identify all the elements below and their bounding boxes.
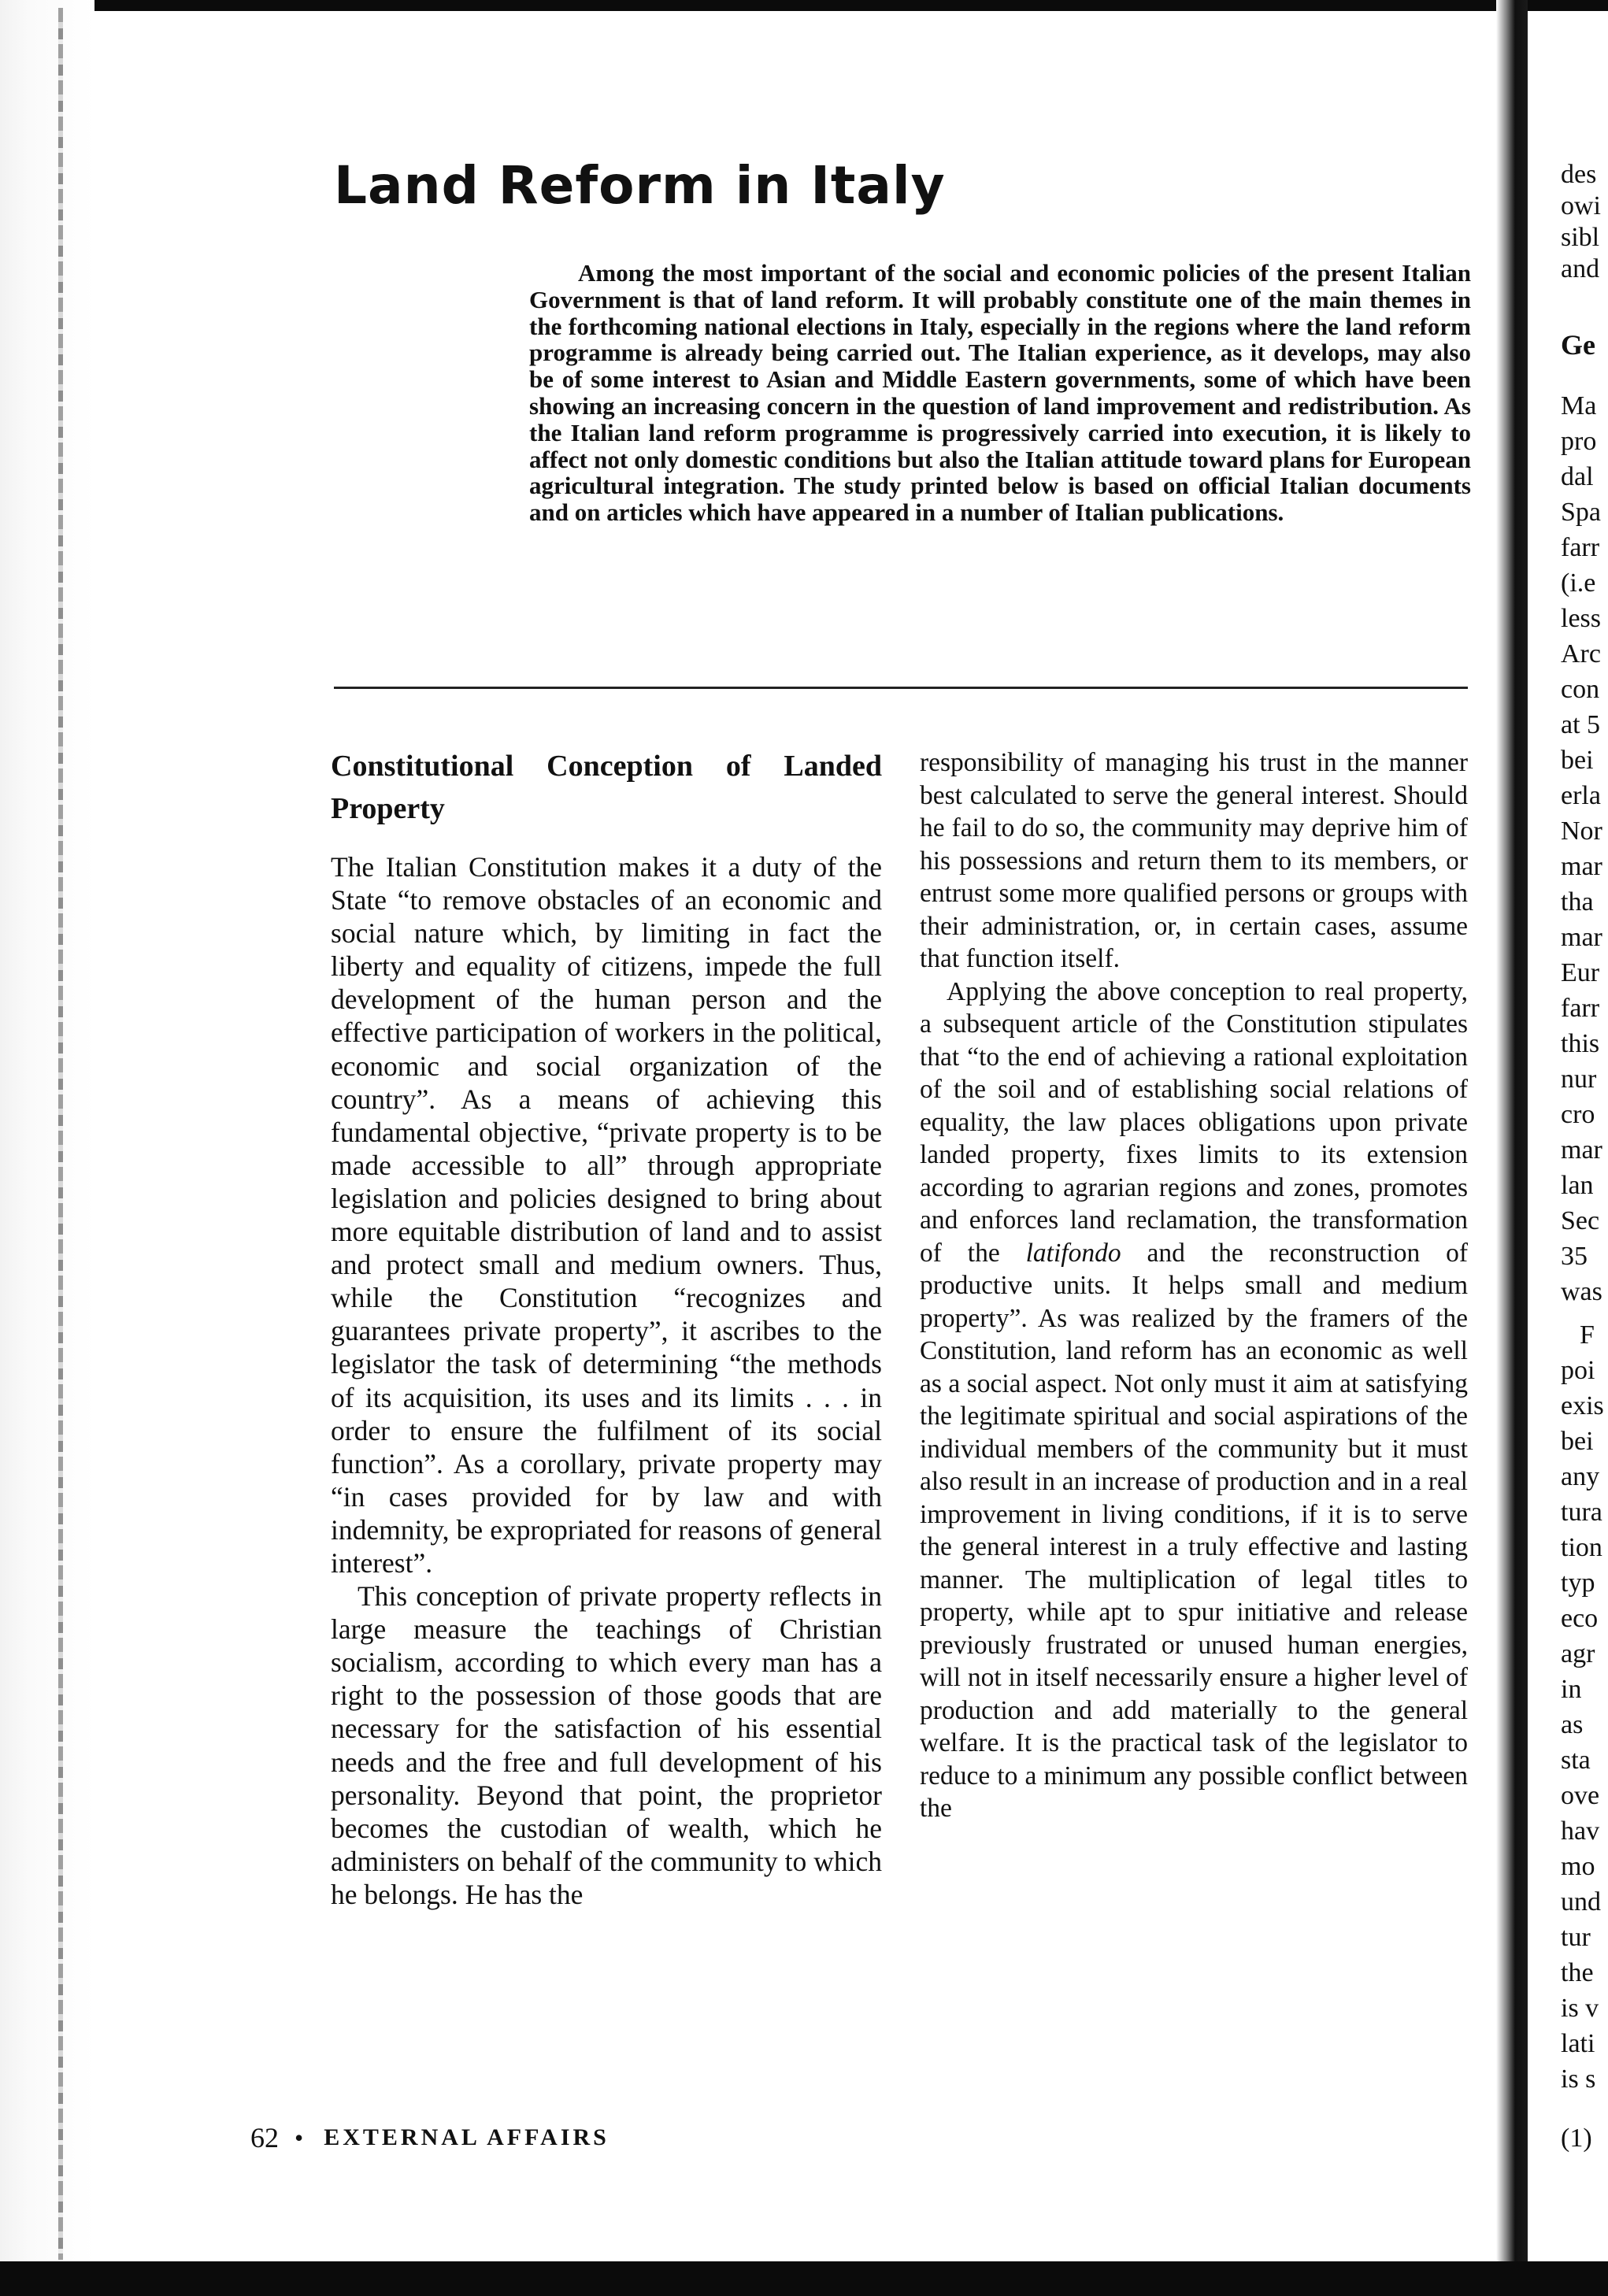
article-title: Land Reform in Italy xyxy=(334,155,946,216)
adjacent-page-text: 35 xyxy=(1561,1242,1588,1271)
adjacent-page-text: cro xyxy=(1561,1100,1595,1129)
adjacent-page-text: erla xyxy=(1561,781,1601,810)
adjacent-page-text: Ge xyxy=(1561,329,1595,361)
adjacent-page-text: mar xyxy=(1561,1135,1602,1165)
adjacent-page-text: sibl xyxy=(1561,223,1600,252)
adjacent-page-text: in xyxy=(1561,1675,1582,1704)
adjacent-page-text: less xyxy=(1561,604,1601,633)
adjacent-page-text: Spa xyxy=(1561,498,1601,527)
adjacent-page-text: und xyxy=(1561,1887,1601,1916)
adjacent-page-text: typ xyxy=(1561,1568,1595,1598)
adjacent-page-text: Ma xyxy=(1561,391,1597,420)
adjacent-page-text: (1) xyxy=(1561,2124,1592,2153)
adjacent-page-text: bei xyxy=(1561,746,1594,775)
page-number: 62 xyxy=(250,2122,279,2153)
right-column xyxy=(920,746,1468,1825)
adjacent-page-text: is v xyxy=(1561,1994,1599,2023)
adjacent-page-text: poi xyxy=(1561,1356,1595,1385)
adjacent-page-text: (i.e xyxy=(1561,568,1596,598)
adjacent-page-text: Sec xyxy=(1561,1206,1600,1235)
italic-term: latifondo xyxy=(1025,1238,1121,1268)
adjacent-page-text: the xyxy=(1561,1958,1594,1987)
adjacent-page-text: Arc xyxy=(1561,639,1601,668)
adjacent-page-text: this xyxy=(1561,1029,1600,1058)
adjacent-page-fragment xyxy=(1528,11,1608,2261)
adjacent-page-text: pro xyxy=(1561,427,1597,456)
body-paragraph: responsibility of managing his trust in the manner best calculated to serve the general interest. Should he fail to do so, the community may deprive him of his possessions and return them to its members, or entrust some more qualified persons or groups with their administration, or, in certain cases, assume that function itself. xyxy=(920,748,1468,973)
adjacent-page-text: des xyxy=(1561,160,1597,189)
adjacent-page-text: sta xyxy=(1561,1746,1591,1775)
adjacent-page-text: Nor xyxy=(1561,817,1602,846)
section-divider xyxy=(334,687,1468,689)
body-paragraph: Applying the above conception to real property, a subsequent article of the Constitution stipulates that “to the end of achieving a rational exploitation of the soil and of establishing social relations of equality, the law places obligations upon private landed property, fixes limits to its extension according to agrarian regions and zones, promotes and enforces land reclamation, the transformation of the latifondo and the reconstruction of productive units. It helps small and medium property”. As was realized by the framers of the Constitution, land reform has an economic as well as a social aspect. Not only must it aim at satisfying the legitimate spiritual and social aspirations of the individual members of the community but it must also result in an increase of production and in a real improvement in living conditions, if it is to serve the general interest in a truly effective and lasting manner. The multiplication of legal titles to property, while apt to spur initiative and release previously frustrated or unused human energies, will not in itself necessarily ensure a higher level of production and add materially to the general welfare. It is the practical task of the legislator to reduce to a minimum any possible conflict between the xyxy=(920,976,1468,1823)
adjacent-page-text: is s xyxy=(1561,2065,1596,2094)
adjacent-page-text: and xyxy=(1561,254,1600,283)
adjacent-page-text: agr xyxy=(1561,1639,1595,1668)
adjacent-page-text: tura xyxy=(1561,1498,1602,1527)
adjacent-page-text: nur xyxy=(1561,1065,1597,1094)
adjacent-page-text: as xyxy=(1561,1710,1584,1739)
journal-name: EXTERNAL AFFAIRS xyxy=(324,2124,609,2150)
adjacent-page-text: owi xyxy=(1561,191,1601,220)
adjacent-page-text: mar xyxy=(1561,852,1602,881)
adjacent-page-text: dal xyxy=(1561,462,1594,491)
adjacent-page-text: Eur xyxy=(1561,958,1600,987)
adjacent-page-text: tion xyxy=(1561,1533,1602,1562)
adjacent-page-text: ove xyxy=(1561,1781,1600,1810)
scan-edge-top xyxy=(0,0,1608,11)
adjacent-page-text: any xyxy=(1561,1462,1600,1491)
adjacent-page-text: exis xyxy=(1561,1391,1604,1420)
section-heading: Constitutional Conception of Landed Property xyxy=(331,750,882,825)
body-paragraph: This conception of private property reflects in large measure the teachings of Christian socialism, according to which every man has a right to the possession of those goods that are necessary for the satisfaction of his essential needs and the free and full development of his personality. Beyond that point, the proprietor becomes the custodian of wealth, which he administers on behalf of the community to which he belongs. He has the xyxy=(331,1580,882,1910)
page-footer xyxy=(250,2121,609,2154)
left-column xyxy=(331,745,882,1911)
footer-bullet: • xyxy=(295,2123,304,2152)
body-paragraph: The Italian Constitution makes it a duty of the State “to remove obstacles of an economic and social nature which, by limiting in fact the liberty and equality of citizens, impede the full development of the human person and the effective participation of workers in the political, economic and social organization of the country”. As a means of achieving this fundamental objective, “private property is to be made accessible to all” through appropriate legislation and policies designed to bring about more equitable distribution of land and to assist and protect small and medium owners. Thus, while the Constitution “recognizes and guarantees private property”, it ascribes to the legislator the task of determining “the methods of its acquisition, its uses and its limits . . . in order to ensure the fulfilment of its social function”. As a corollary, private property may “in cases provided for by law and with indemnity, be expropriated for reasons of general interest”. xyxy=(331,851,882,1579)
page-gutter xyxy=(1496,0,1528,2296)
scan-edge-bottom xyxy=(0,2261,1608,2296)
adjacent-page-text: mar xyxy=(1561,923,1602,952)
adjacent-page-text: mo xyxy=(1561,1852,1595,1881)
binding-spine xyxy=(58,8,63,2260)
adjacent-page-text: farr xyxy=(1561,994,1600,1023)
article-abstract: Among the most important of the social and economic policies of the present Italian Government is that of land reform. It will probably constitute one of the main themes in the forthcoming national elections in Italy, especially in the regions where the land reform programme is already being carried out. The Italian experience, as it develops, may also be of some interest to Asian and Middle Eastern governments, some of which have been showing an increasing concern in the question of land improvement and redistribution. As the Italian land reform programme is progressively carried into execution, it is likely to affect not only domestic conditions but also the Italian attitude toward plans for European agricultural integration. The study printed below is based on official Italian documents and on articles which have appeared in a number of Italian publications. xyxy=(529,259,1471,527)
adjacent-page-text: con xyxy=(1561,675,1600,704)
adjacent-page-text: eco xyxy=(1561,1604,1599,1633)
adjacent-page-text: at 5 xyxy=(1561,710,1601,739)
adjacent-page-text: lan xyxy=(1561,1171,1594,1200)
adjacent-page-text: lati xyxy=(1561,2029,1595,2058)
adjacent-page-text: farr xyxy=(1561,533,1600,562)
adjacent-page-text: tha xyxy=(1561,887,1594,917)
scan-edge-left xyxy=(0,0,94,2296)
adjacent-page-text: tur xyxy=(1561,1923,1591,1952)
adjacent-page-text: was xyxy=(1561,1277,1602,1306)
adjacent-page-text: F xyxy=(1580,1320,1595,1350)
adjacent-page-text: hav xyxy=(1561,1816,1600,1846)
adjacent-page-text: bei xyxy=(1561,1427,1594,1456)
